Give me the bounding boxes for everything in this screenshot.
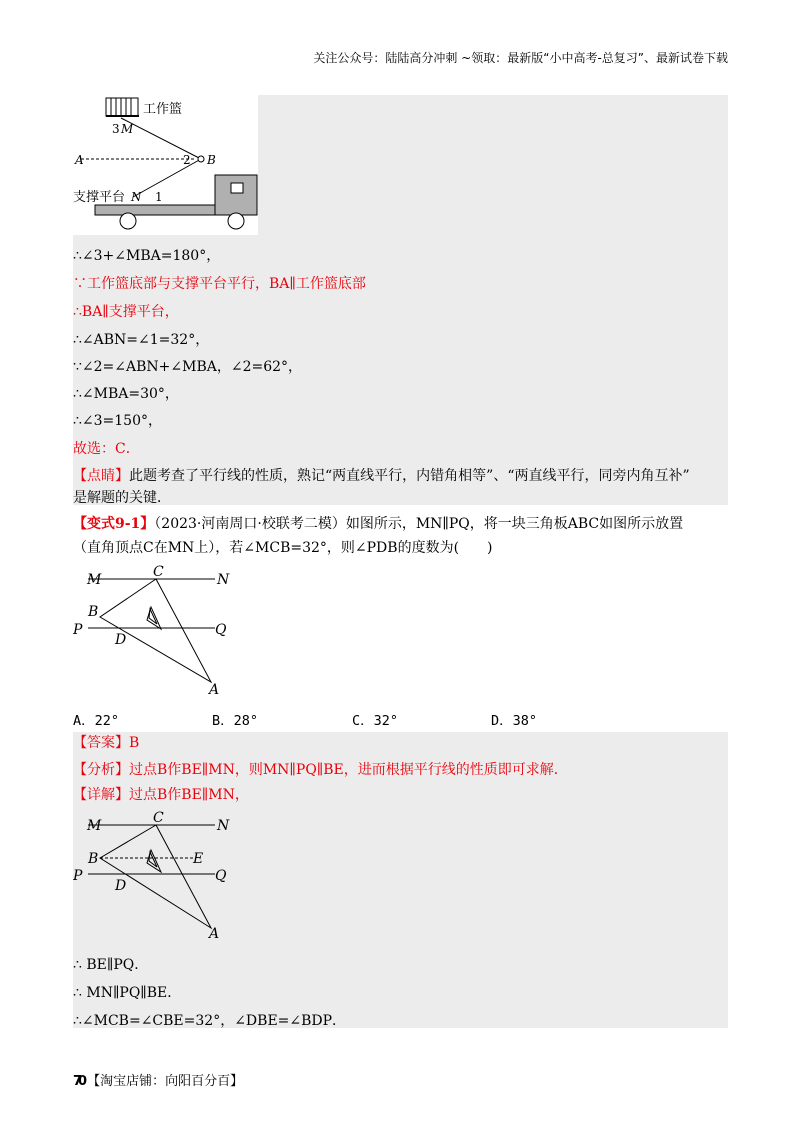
question-tag: 【变式9-1】: [73, 516, 155, 532]
solution1-line1: ∴∠3+∠MBA=180°，: [73, 248, 221, 264]
solution1-line8: 故选：C．: [73, 441, 140, 457]
fig1-angle2: 2: [183, 153, 191, 167]
detail-tag: 【详解】: [73, 787, 129, 803]
solution2-text3: ∴∠MCB=∠CBE=32°，∠DBE=∠BDP．: [73, 1013, 347, 1029]
fig1-point-M: M: [121, 122, 134, 136]
detail-line: [73, 785, 249, 805]
comment-text1: 此题考查了平行线的性质，熟记“两直线平行，内错角相等”、“两直线平行，同旁内角互补”: [129, 468, 690, 484]
fig1-point-N: N: [131, 190, 142, 204]
solution1-line3: ∴BA∥支撑平台，: [73, 304, 179, 320]
analysis-line: [73, 760, 568, 780]
option-b[interactable]: B．28°: [212, 713, 259, 729]
triangle-figure-1: [73, 562, 243, 697]
fig3-point-B: B: [88, 851, 99, 867]
fig2-point-D: D: [115, 632, 127, 648]
fig2-point-M: M: [87, 572, 102, 588]
analysis-tag: 【分析】: [73, 762, 129, 778]
option-c[interactable]: C．32°: [352, 713, 399, 729]
answer-value: B: [129, 735, 140, 751]
fig2-point-B: B: [88, 604, 99, 620]
fig2-point-N: N: [217, 572, 230, 588]
solution2-line3: [73, 1011, 346, 1031]
solution1-line2: ∵工作篮底部与支撑平台平行，BA∥工作篮底部: [73, 276, 366, 292]
fig3-point-P: P: [73, 868, 83, 884]
fig3-point-M: M: [87, 818, 102, 834]
solution2-text2: ∴ MN∥PQ∥BE．: [73, 985, 182, 1001]
fig1-angle3: 3: [112, 122, 120, 136]
page-footer: [73, 1070, 243, 1089]
truck-figure: [73, 95, 263, 235]
fig2-point-A: A: [209, 682, 220, 697]
fig3-point-D: D: [115, 878, 127, 894]
analysis-text: 过点B作BE∥MN，则MN∥PQ∥BE，进而根据平行线的性质即可求解．: [129, 762, 568, 778]
answer-tag: 【答案】: [73, 735, 129, 751]
footer-page-number: 70: [73, 1074, 84, 1089]
fig3-point-C: C: [153, 810, 164, 826]
question-line2: （直角顶点C在MN上），若∠MCB=32°，则∠PDB的度数为( ): [73, 540, 493, 556]
solution2-text1: ∴ BE∥PQ．: [73, 957, 149, 973]
page-header: 关注公众号：陆陆高分冲刺 ~领取：最新版“小中高考-总复习”、最新试卷下载: [313, 51, 728, 65]
answer-line: [73, 733, 139, 753]
comment-line2: 是解题的关键．: [73, 490, 171, 506]
footer-text: 【淘宝店铺：向阳百分百】: [87, 1074, 244, 1089]
detail-text: 过点B作BE∥MN，: [129, 787, 249, 803]
solution1-line7: ∴∠3=150°，: [73, 413, 162, 429]
fig1-angle1: 1: [155, 190, 163, 204]
fig3-point-A: A: [209, 926, 220, 942]
solution2-line1: [73, 955, 148, 975]
option-a[interactable]: A．22°: [73, 713, 120, 729]
solution1-line6: ∴∠MBA=30°，: [73, 386, 179, 402]
solution1-line5: ∵∠2=∠ABN+∠MBA，∠2=62°，: [73, 359, 303, 375]
fig2-point-Q: Q: [215, 622, 227, 638]
fig2-point-P: P: [73, 622, 83, 638]
solution1-line4: ∴∠ABN=∠1=32°，: [73, 332, 210, 348]
comment-line1: [73, 466, 690, 486]
option-d[interactable]: D．38°: [491, 713, 538, 729]
fig3-point-E: E: [193, 851, 204, 867]
comment-tag: 【点睛】: [73, 468, 129, 484]
triangle-figure-2: [73, 808, 243, 943]
question-line1: [73, 514, 683, 534]
fig1-point-B: B: [207, 153, 216, 167]
fig1-point-A: A: [75, 153, 84, 167]
fig2-point-C: C: [153, 564, 164, 580]
question-text1: （2023·河南周口·校联考二模）如图所示，MN∥PQ，将一块三角板ABC如图所示放置: [154, 516, 684, 532]
solution2-line2: [73, 983, 181, 1003]
fig3-point-Q: Q: [215, 868, 227, 884]
fig1-basket-label: 工作篮: [143, 102, 183, 117]
fig1-platform-label: 支撑平台: [73, 190, 126, 205]
fig3-point-N: N: [217, 818, 230, 834]
